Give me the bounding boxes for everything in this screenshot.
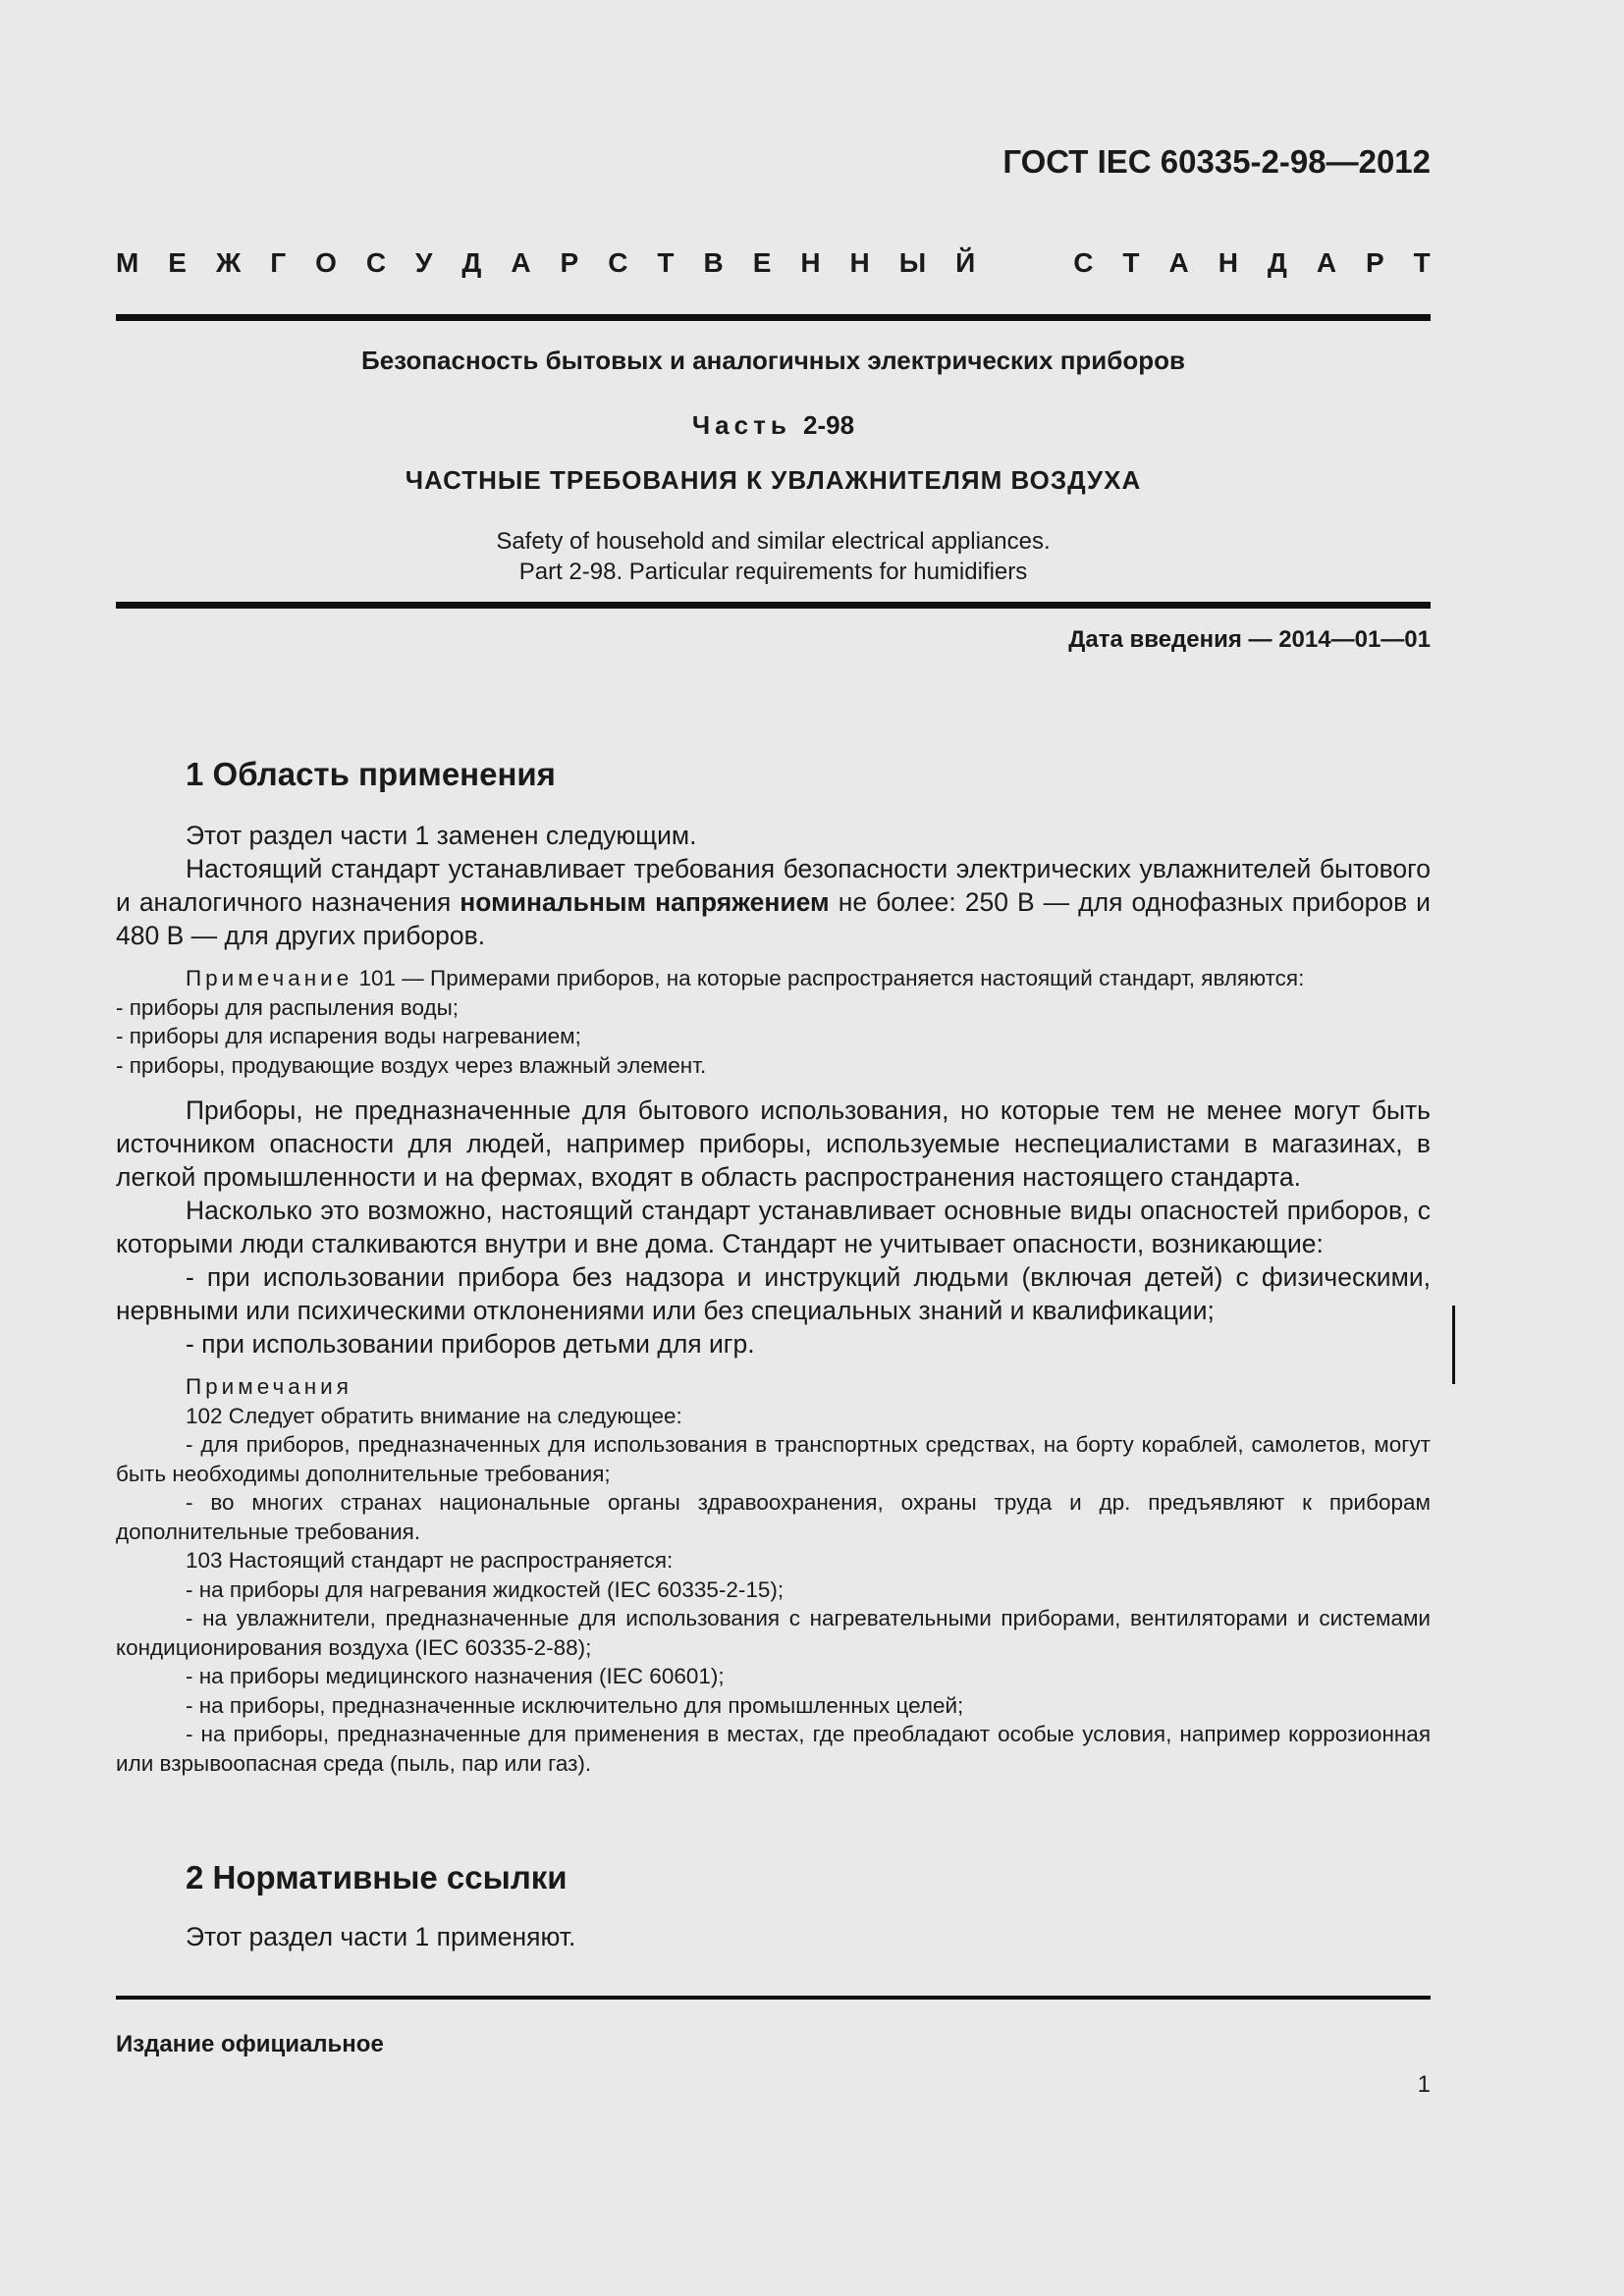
title-english	[116, 526, 1431, 587]
note-103-item: - на приборы для нагревания жидкостей (IEC 60335-2-15);	[186, 1576, 785, 1602]
standard-type-line	[116, 247, 1431, 279]
section-2-body	[116, 1920, 1431, 1953]
letter: Р	[560, 247, 579, 278]
letter: Н	[800, 247, 821, 278]
title-subtitle: ЧАСТНЫЕ ТРЕБОВАНИЯ К УВЛАЖНИТЕЛЯМ ВОЗДУХА	[405, 465, 1142, 495]
note-102-item: - во многих странах национальные органы здравоохранения, охраны труда и др. предъявляют к приборам дополнительные требования.	[116, 1490, 1431, 1544]
note-103-intro: 103 Настоящий стандарт не распространяется:	[186, 1548, 674, 1573]
note-label: Примечание	[186, 966, 353, 990]
page-number: 1	[1417, 2071, 1431, 2098]
section-1-paragraph: Этот раздел части 1 заменен следующим.	[186, 821, 697, 850]
letter: Е	[752, 247, 772, 278]
note-102-item: - для приборов, предназначенных для использования в транспортных средствах, на борту кораблей, самолетов, могут быть необходимы дополнительные требования;	[116, 1432, 1431, 1486]
letter: Т	[657, 247, 675, 278]
section-1-heading: 1 Область применения	[186, 756, 556, 792]
top-divider	[116, 314, 1431, 321]
title-divider	[116, 602, 1431, 609]
section-1-body	[116, 819, 1431, 1778]
note-101-item: - приборы для испарения воды нагреванием;	[116, 1024, 581, 1048]
letter: А	[1316, 247, 1337, 278]
note-101-item: - приборы для распыления воды;	[116, 994, 460, 1020]
letter: Д	[1267, 247, 1287, 278]
letter: Ж	[215, 247, 242, 278]
title-part	[116, 410, 1431, 441]
letter: Р	[1366, 247, 1384, 278]
letter: Д	[461, 247, 482, 278]
note-103-item: - на приборы, предназначенные для применения в местах, где преобладают особые условия, например коррозионная или взрывоопасная среда (пыль, пар или газ).	[116, 1722, 1431, 1776]
letter: Н	[1218, 247, 1238, 278]
letter: М	[116, 247, 139, 278]
section-2-heading: 2 Нормативные ссылки	[186, 1859, 568, 1896]
letter: Г	[270, 247, 287, 278]
section-1-paragraph: - при использовании приборов детьми для игр.	[186, 1329, 755, 1359]
letter: А	[1168, 247, 1189, 278]
note-103-item: - на приборы медицинского назначения (IEC 60601);	[186, 1664, 725, 1688]
change-bar	[1452, 1306, 1455, 1384]
letter: Е	[168, 247, 187, 278]
title-main: Безопасность бытовых и аналогичных электрических приборов	[361, 346, 1185, 375]
letter: Т	[1413, 247, 1431, 278]
letter: С	[365, 247, 387, 278]
section-2-paragraph: Этот раздел части 1 применяют.	[186, 1922, 576, 1951]
note-103-item: - на приборы, предназначенные исключительно для промышленных целей;	[186, 1692, 964, 1718]
edition-label: Издание официальное	[116, 2031, 384, 2057]
section-1-paragraph: Насколько это возможно, настоящий стандарт устанавливает основные виды опасностей приборов, с которыми люди сталкиваются внутри и вне дома. Стандарт не учитывает опасности, возникающие:	[116, 1196, 1431, 1258]
letter: В	[703, 247, 724, 278]
title-english-line-2: Part 2-98. Particular requirements for humidifiers	[518, 559, 1028, 585]
letter: А	[511, 247, 531, 278]
letter: О	[315, 247, 337, 278]
document-code: ГОСТ IEC 60335-2-98—2012	[1002, 143, 1431, 180]
letter: Т	[1122, 247, 1140, 278]
defined-term: номинальным напряжением	[460, 887, 830, 917]
title-english-line-1: Safety of household and similar electrical appliances.	[496, 528, 1051, 555]
letter: Н	[849, 247, 870, 278]
letter: У	[415, 247, 433, 278]
note-102-intro: 102 Следует обратить внимание на следующее:	[186, 1403, 682, 1428]
note-101: Примечание 101 — Примерами приборов, на которые распространяется настоящий стандарт, являются:	[186, 966, 1305, 990]
note-103-item: - на увлажнители, предназначенные для использования с нагревательными приборами, вентиляторами и системами кондиционирования воздуха (IEC 60335-2-88);	[116, 1606, 1431, 1660]
letter: Ы	[898, 247, 927, 278]
letter: С	[1073, 247, 1094, 278]
letter: Й	[955, 247, 976, 278]
part-label: Часть	[691, 410, 791, 440]
footer-divider	[116, 1996, 1431, 2000]
section-1-paragraph: - при использовании прибора без надзора и инструкций людьми (включая детей) с физическими, нервными или психическими отклонениями или без специальных знаний и квалификации;	[116, 1262, 1431, 1325]
introduction-date: Дата введения — 2014—01—01	[1068, 626, 1431, 653]
section-1-paragraph: Приборы, не предназначенные для бытового использования, но которые тем не менее могут быть источником опасности для людей, например приборы, используемые неспециалистами в магазинах, в легкой промышленности и на фермах, входят в область распространения настоящего стандарта.	[116, 1095, 1431, 1192]
letter: С	[608, 247, 628, 278]
part-number: 2-98	[803, 410, 855, 440]
notes-label: Примечания	[186, 1374, 352, 1399]
note-101-item: - приборы, продувающие воздух через влажный элемент.	[116, 1052, 707, 1078]
section-1-paragraph: Настоящий стандарт устанавливает требования безопасности электрических увлажнителей бытового и аналогичного назначения номинальным напряжением не более: 250 В — для однофазных приборов и 480 В — для других приборов.	[116, 854, 1431, 950]
